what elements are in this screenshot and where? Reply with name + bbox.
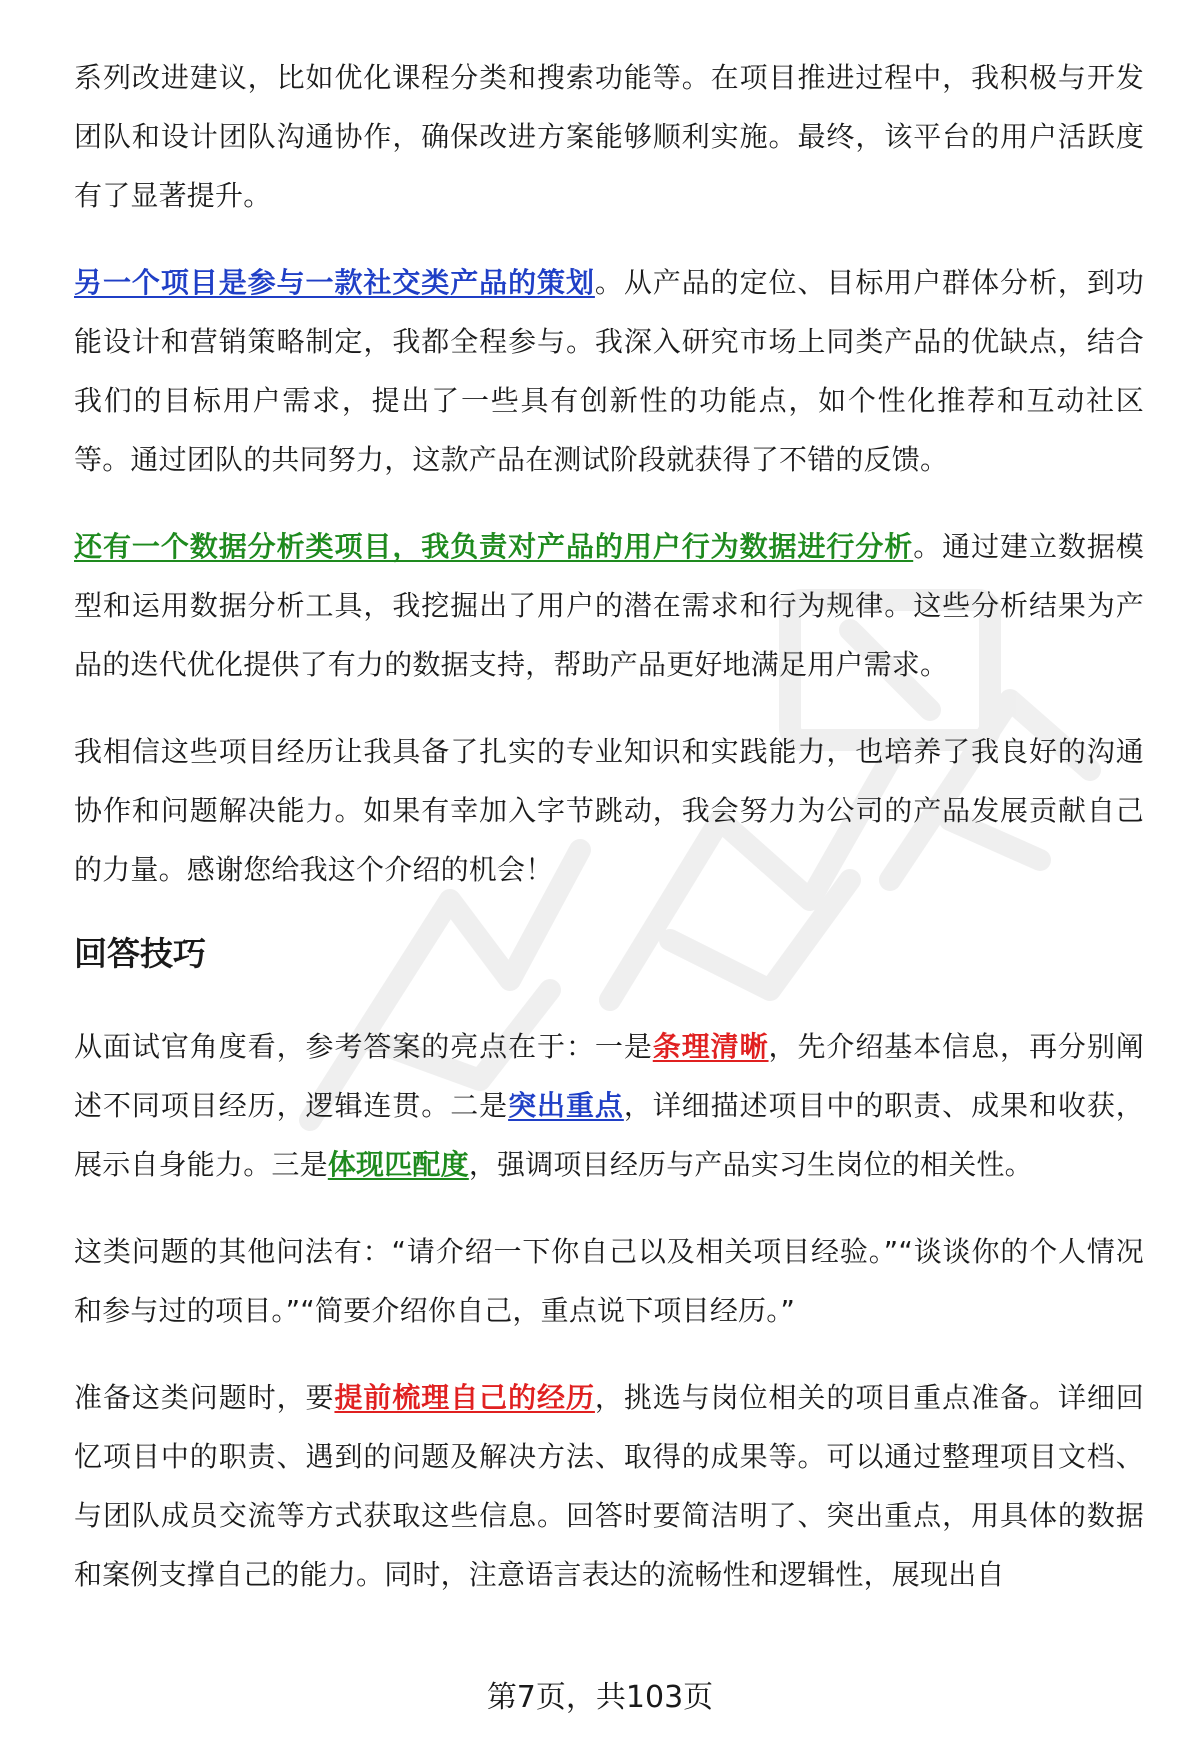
paragraph-intro <box>74 48 1144 225</box>
highlight-review-experience: 提前梳理自己的经历 <box>334 1381 595 1414</box>
paragraph-alternate-questions <box>74 1222 1144 1340</box>
paragraph-text: ，挑选与岗位相关的项目重点准备。详细回忆项目中的职责、遇到的问题及解决方法、取得的成果等。可以通过整理项目文档、与团队成员交流等方式获取这些信息。回答时要简洁明了、突出重点，用具体的数据和案例支撑自己的能力。同时，注意语言表达的流畅性和逻辑性，展现出自 <box>74 1381 1144 1591</box>
paragraph-preparation <box>74 1368 1144 1604</box>
paragraph-data-project <box>74 517 1144 694</box>
paragraph-text: 这类问题的其他问法有：“请介绍一下你自己以及相关项目经验。”“谈谈你的个人情况和参与过的项目。”“简要介绍你自己，重点说下项目经历。” <box>74 1235 1144 1327</box>
page-footer <box>0 1668 1200 1728</box>
paragraph-text: ，强调项目经历与产品实习生岗位的相关性。 <box>468 1148 1033 1181</box>
highlight-key-points: 突出重点 <box>508 1089 624 1122</box>
highlight-clear-structure: 条理清晰 <box>652 1030 769 1063</box>
paragraph-text: 我相信这些项目经历让我具备了扎实的专业知识和实践能力，也培养了我良好的沟通协作和问题解决能力。如果有幸加入字节跳动，我会努力为公司的产品发展贡献自己的力量。感谢您给我这个介绍的机会！ <box>74 735 1144 886</box>
paragraph-text: ，详细描述项目中的职责、成果和收获，展示自身能力。三是 <box>74 1089 1144 1181</box>
paragraph-text: 从面试官角度看，参考答案的亮点在于：一是 <box>74 1030 653 1063</box>
paragraph-text: 。通过建立数据模型和运用数据分析工具，我挖掘出了用户的潜在需求和行为规律。这些分析结果为产品的迭代优化提供了有力的数据支持，帮助产品更好地满足用户需求。 <box>74 530 1144 681</box>
page-number-label: 第7页，共103页 <box>486 1680 714 1715</box>
paragraph-text: ，先介绍基本信息，再分别阐述不同项目经历，逻辑连贯。二是 <box>74 1030 1144 1122</box>
highlight-matching: 体现匹配度 <box>327 1148 469 1181</box>
paragraph-text: 准备这类问题时，要 <box>74 1381 335 1414</box>
document-page <box>74 48 1144 1632</box>
paragraph-text: 系列改进建议，比如优化课程分类和搜索功能等。在项目推进过程中，我积极与开发团队和设计团队沟通协作，确保改进方案能够顺利实施。最终，该平台的用户活跃度有了显著提升。 <box>74 61 1144 212</box>
paragraph-conclusion <box>74 722 1144 899</box>
section-heading: 回答技巧 <box>74 934 206 973</box>
paragraph-social-project <box>74 253 1144 489</box>
paragraph-text: 。从产品的定位、目标用户群体分析，到功能设计和营销策略制定，我都全程参与。我深入研究市场上同类产品的优缺点，结合我们的目标用户需求，提出了一些具有创新性的功能点，如个性化推荐和互动社区等。通过团队的共同努力，这款产品在测试阶段就获得了不错的反馈。 <box>74 266 1144 476</box>
highlight-data-project: 还有一个数据分析类项目，我负责对产品的用户行为数据进行分析 <box>74 530 914 563</box>
highlight-social-project: 另一个项目是参与一款社交类产品的策划 <box>74 266 595 299</box>
paragraph-tips-highlights <box>74 1017 1144 1194</box>
